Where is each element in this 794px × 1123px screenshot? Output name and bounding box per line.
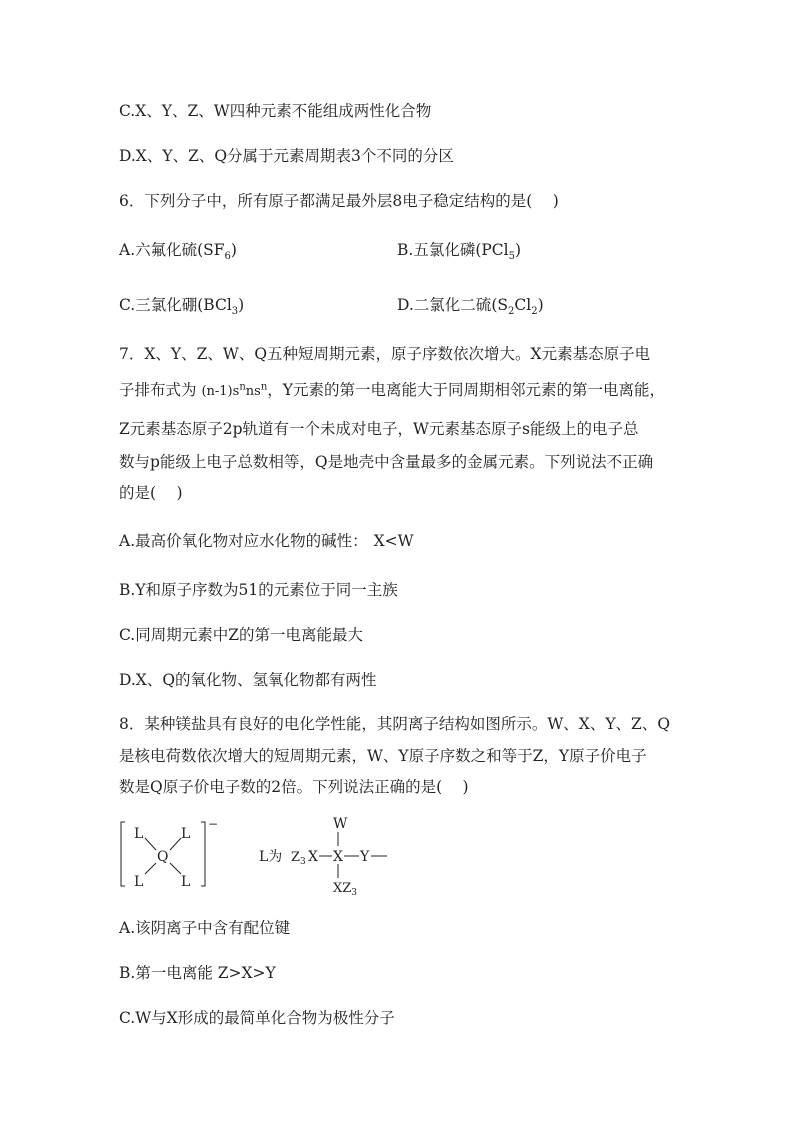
q6-option-b-formula: (PCl$_5$)	[475, 241, 522, 263]
q7-option-b: B.Y和原子序数为51的元素位于同一主族	[119, 581, 398, 599]
q7-stem-line-4: 数与p能级上电子总数相等，Q是地壳中含量最多的金属元素。下列说法不正确	[119, 453, 654, 471]
central-atom-q: Q	[157, 849, 169, 865]
anion-charge: −	[208, 817, 219, 831]
q6-option-c	[119, 295, 245, 318]
bond-q-top-left	[145, 838, 156, 850]
q5-option-d: D.X、Y、Z、Q分属于元素周期表3个不同的分区	[119, 147, 454, 165]
ligand-l-bottom-right: L	[181, 874, 191, 890]
q6-option-a-formula: $(SF_6)$	[197, 241, 237, 263]
atom-z3-left: $Z_3$	[291, 850, 306, 867]
q8-stem-line-1: 8．某种镁盐具有良好的电化学性能，其阴离子结构如图所示。W、X、Y、Z、Q	[119, 715, 671, 733]
right-bracket	[201, 822, 205, 886]
atom-x-left: X	[308, 849, 318, 865]
q6-option-c-label: C.三氯化硼	[119, 296, 198, 314]
anion-structure-diagram	[119, 812, 419, 902]
atom-x-center: X	[333, 849, 343, 865]
q7-option-a: A.最高价氧化物对应水化物的碱性： X<W	[119, 532, 414, 550]
q6-stem: 6．下列分子中，所有原子都满足最外层8电子稳定结构的是( )	[119, 192, 559, 210]
q7-option-c: C.同周期元素中Z的第一电离能最大	[119, 626, 364, 644]
atom-w-top: W	[333, 816, 348, 832]
left-bracket	[121, 822, 125, 886]
q7-stem-line-1: 7．X、Y、Z、W、Q五种短周期元素，原子序数依次增大。X元素基态原子电	[119, 345, 651, 363]
q7-option-d: D.X、Q的氧化物、氢氧化物都有两性	[119, 671, 377, 689]
bond-q-top-right	[170, 838, 181, 850]
q7-stem-line-2: 子排布式为 $(n-1)s^nns^n$，Y元素的第一电离能大于同周期相邻元素的第一电离能，	[119, 381, 665, 399]
q7-option-a-formula: X<W	[373, 532, 414, 550]
q6-option-a-label: A.六氟化硫	[119, 241, 198, 259]
q6-option-d	[397, 295, 544, 318]
q6-option-b-label: B.五氯化磷	[397, 241, 476, 259]
q6-option-d-formula: $(S_2Cl_2)$	[491, 296, 544, 318]
q6-option-a	[119, 240, 237, 263]
q8-option-c: C.W与X形成的最简单化合物为极性分子	[119, 1009, 395, 1027]
q6-option-b	[397, 240, 522, 263]
q7-stem-line-5: 的是( )	[119, 484, 183, 502]
ligand-l-top-right: L	[181, 826, 191, 842]
bond-q-bottom-right	[170, 863, 181, 874]
bond-q-bottom-left	[145, 863, 156, 874]
q8-option-a: A.该阴离子中含有配位键	[119, 919, 291, 937]
q8-stem-line-2: 是核电荷数依次增大的短周期元素，W、Y原子序数之和等于Z，Y原子价电子	[119, 747, 647, 765]
ligand-l-top-left: L	[134, 826, 144, 842]
q7-stem-line-3: Z元素基态原子2p轨道有一个未成对电子，W元素基态原子s能级上的电子总	[119, 420, 639, 438]
q7-electron-config: $(n-1)s^nns^n$	[201, 381, 268, 399]
q8-stem-line-3: 数是Q原子价电子数的2倍。下列说法正确的是( )	[119, 778, 469, 796]
ligand-l-bottom-left: L	[134, 874, 144, 890]
q6-option-c-formula: (BCl$_3$)	[197, 296, 245, 318]
atom-y: Y	[360, 849, 370, 865]
q5-option-c: C.X、Y、Z、W四种元素不能组成两性化合物	[119, 102, 432, 120]
group-xz3-bottom: $XZ_3$	[333, 881, 358, 898]
q8-option-b: B.第一电离能 Z>X>Y	[119, 964, 276, 982]
l-definition-label: L为	[259, 849, 283, 865]
q6-option-d-label: D.二氯化二硫	[397, 296, 492, 314]
